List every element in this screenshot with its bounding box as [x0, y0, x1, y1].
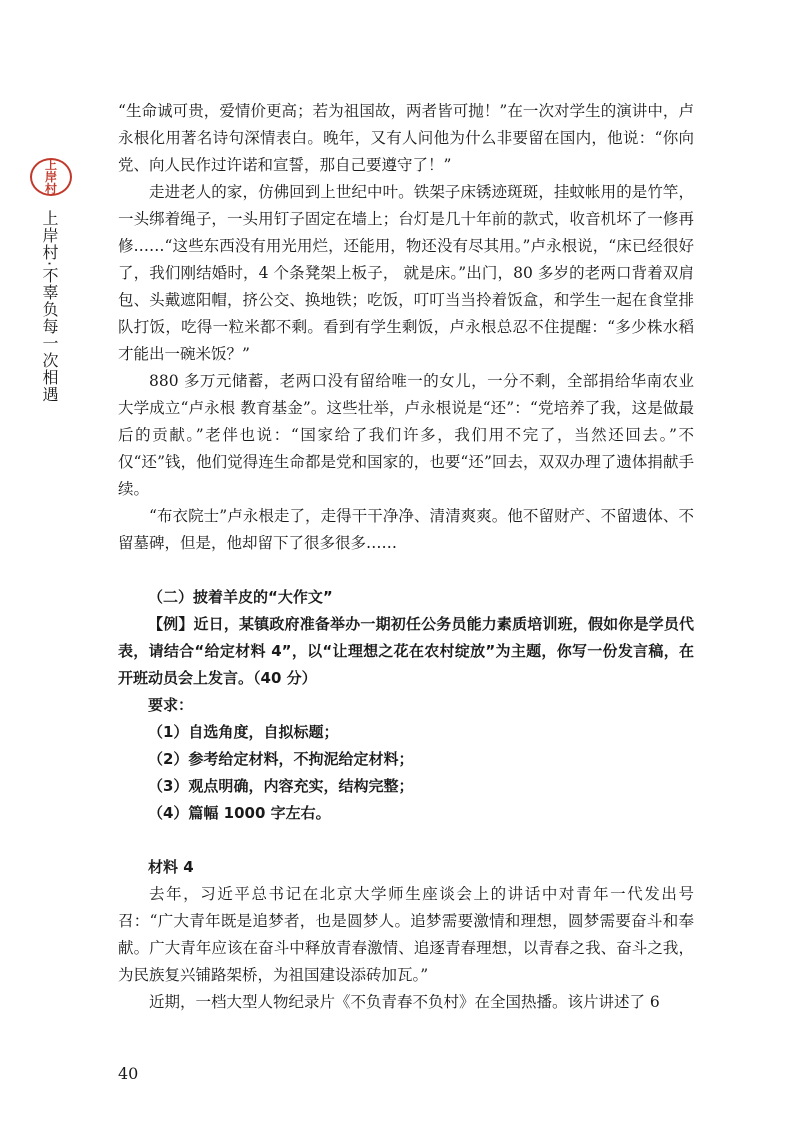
sidebar-book-title: 上岸村·不辜负每一次相遇 — [40, 210, 59, 404]
seal-text: 上岸村 — [44, 158, 57, 196]
material-title: 材料 4 — [148, 858, 194, 876]
material-paragraph-1: 去年，习近平总书记在北京大学师生座谈会上的讲话中对青年一代发出号召：“广大青年既是追梦者，也是圆梦人。追梦需要激情和理想，圆梦需要奋斗和奉献。广大青年应该在奋斗中释放青春激情、追逐青春理想，以青春之我、奋斗之我，为民族复兴铺路架桥，为祖国建设添砖加瓦。” — [118, 885, 694, 984]
requirement-item: （3）观点明确，内容充实，结构完整； — [148, 777, 414, 795]
requirement-item: （2）参考给定材料，不拘泥给定材料； — [148, 750, 414, 768]
requirement-item: （1）自选角度，自拟标题； — [148, 723, 339, 741]
paragraph-1: “生命诚可贵，爱情价更高；若为祖国故，两者皆可抛！”在一次对学生的演讲中，卢永根化用著名诗句深情表白。晚年，又有人问他为什么非要留在国内，他说：“你向党、向人民作过许诺和宣誓，那自己要遵守了！” — [118, 102, 694, 174]
example-prompt: 【例】近日，某镇政府准备举办一期初任公务员能力素质培训班，假如你是学员代表，请结合“给定材料 4”，以“让理想之花在农村绽放”为主题，你写一份发言稿，在开班动员会上发言。（40 分） — [118, 615, 694, 687]
requirement-item: （4）篇幅 1000 字左右。 — [148, 804, 331, 822]
paragraph-3: 880 多万元储蓄，老两口没有留给唯一的女儿，一分不剩，全部捐给华南农业大学成立“卢永根 教育基金”。这些壮举，卢永根说是“还”：“党培养了我，这是做最后的贡献。”老伴也说：“国家给了我们许多，我们用不完了，当然还回去。”不仅“还”钱，他们觉得连生命都是党和国家的，也要“还”回去，双双办理了遗体捐献手续。 — [118, 372, 694, 498]
page-number: 40 — [118, 1064, 139, 1083]
material-paragraph-2: 近期，一档大型人物纪录片《不负青春不负村》在全国热播。该片讲述了 6 — [149, 993, 660, 1011]
page-content — [118, 98, 694, 1016]
spacer — [118, 827, 694, 854]
section-heading: （二）披着羊皮的“大作文” — [148, 588, 333, 606]
paragraph-2: 走进老人的家，仿佛回到上世纪中叶。铁架子床锈迹斑斑，挂蚊帐用的是竹竿，一头绑着绳子，一头用钉子固定在墙上；台灯是几十年前的款式，收音机坏了一修再修……“这些东西没有用光用烂，还能用，物还没有尽其用。”卢永根说，“床已经很好了，我们刚结婚时，4 个条凳架上板子， 就是床。”出门，80 多岁的老两口背着双肩包、头戴遮阳帽，挤公交、换地铁；吃饭，叮叮当当拎着饭盒，和学生一起在食堂排队打饭，吃得一粒米都不剩。看到有学生剩饭，卢永根总忍不住提醒：“多少株水稻才能出一碗米饭？” — [118, 183, 694, 363]
paragraph-4: “布衣院士”卢永根走了，走得干干净净、清清爽爽。他不留财产、不留遗体、不留墓碑，但是，他却留下了很多很多…… — [118, 507, 694, 552]
spacer — [118, 557, 694, 584]
requirements-label: 要求： — [148, 696, 194, 714]
publisher-seal-logo — [30, 158, 72, 196]
